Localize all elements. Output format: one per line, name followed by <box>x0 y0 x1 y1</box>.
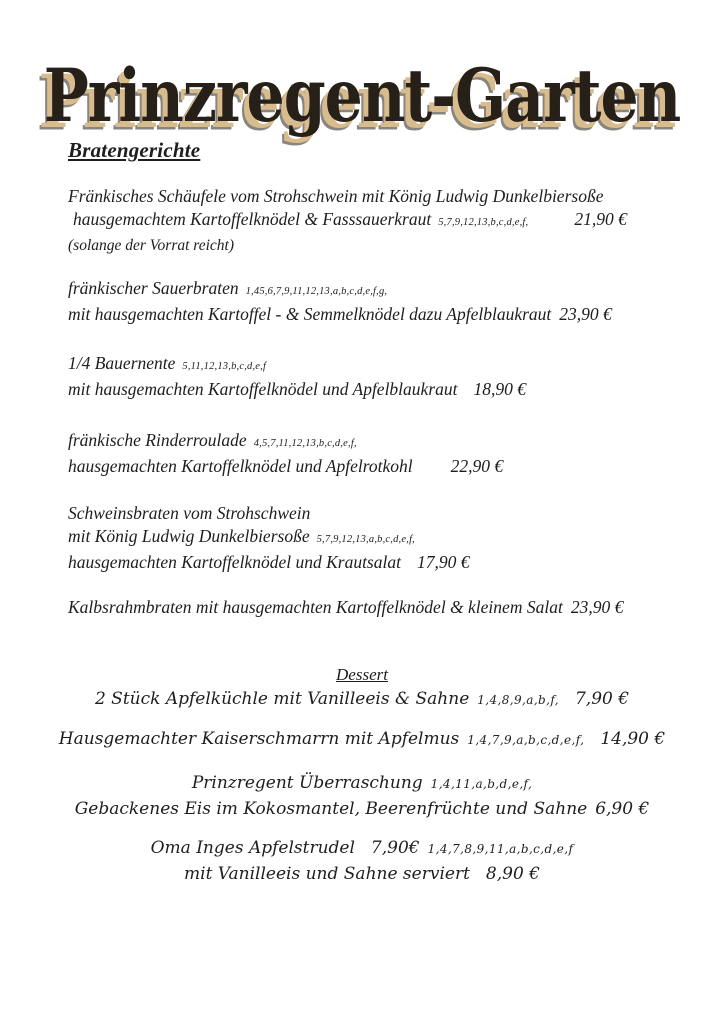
item-price: 18,90 € <box>473 379 526 399</box>
item-desc: hausgemachten Kartoffelknödel und Apfelrotkohl <box>68 456 413 476</box>
item-name: 1/4 Bauernente <box>68 353 176 373</box>
item-detail-line <box>68 378 684 401</box>
item-price: 7,90 € <box>574 689 630 709</box>
section-heading-dessert: Dessert <box>336 665 388 684</box>
item-name: Hausgemachter Kaiserschmarrn mit Apfelmus <box>58 729 460 749</box>
item-detail-line <box>68 208 684 234</box>
menu-item-bauernente <box>68 352 684 401</box>
item-desc: hausgemachten Kartoffelknödel und Krautsalat <box>68 552 401 572</box>
item-price: 21,90 € <box>574 209 627 229</box>
menu-item-schweinsbraten <box>68 502 684 574</box>
allergen-codes: 5,11,12,13,b,c,d,e,f <box>182 361 267 372</box>
menu-item-kalbsrahmbraten <box>68 596 684 619</box>
item-detail-line <box>68 551 684 574</box>
allergen-codes: 1,4,8,9,a,b,f, <box>477 693 559 707</box>
item-name: fränkische Rinderroulade <box>68 430 247 450</box>
section-bratengerichte <box>68 138 684 619</box>
allergen-codes: 1,4,7,9,a,b,c,d,e,f, <box>467 733 585 747</box>
item-desc: mit hausgemachten Kartoffelknödel und Apfelblaukraut <box>68 379 458 399</box>
dessert-item-apfelkuechle <box>0 687 724 713</box>
item-desc: Gebackenes Eis im Kokosmantel, Beerenfrüchte und Sahne <box>74 799 588 819</box>
item-name: Schweinsbraten vom Strohschwein <box>68 503 311 523</box>
item-note: (solange der Vorrat reicht) <box>68 237 235 254</box>
item-price: 23,90 € <box>570 597 624 617</box>
item-detail-line <box>0 797 724 822</box>
allergen-codes: 1,4,7,8,9,11,a,b,c,d,e,f <box>427 842 574 856</box>
item-name: Kalbsrahmbraten mit hausgemachten Kartoffelknödel & kleinem Salat <box>68 597 563 617</box>
restaurant-logo: Prinzregent-Garten <box>43 53 681 140</box>
dessert-item-kaiserschmarrn <box>0 727 724 753</box>
allergen-codes: 4,5,7,11,12,13,b,c,d,e,f, <box>253 438 357 449</box>
item-name-continued: mit König Ludwig Dunkelbiersoße <box>68 526 310 546</box>
item-name-line <box>68 429 684 455</box>
item-name: fränkischer Sauerbraten <box>68 278 239 298</box>
dessert-item-apfelstrudel <box>0 836 724 887</box>
item-name-line <box>68 502 684 525</box>
item-name-line <box>68 596 684 619</box>
item-name-line <box>0 771 724 797</box>
item-name-line <box>68 277 684 303</box>
dessert-item-ueberraschung <box>0 771 724 822</box>
item-price: 8,90 € <box>485 864 540 884</box>
item-detail-line <box>68 303 684 326</box>
allergen-codes: 5,7,9,12,13,a,b,c,d,e,f, <box>316 534 416 545</box>
item-price: 23,90 € <box>559 304 612 324</box>
item-name-line <box>0 836 724 862</box>
menu-item-rinderroulade <box>68 429 684 478</box>
item-price: 22,90 € <box>450 456 504 476</box>
item-price: 17,90 € <box>416 552 470 572</box>
item-price-small: 7,90€ <box>370 838 420 858</box>
section-dessert <box>0 665 724 887</box>
item-name: Fränkisches Schäufele vom Strohschwein mit König Ludwig Dunkelbiersoße <box>68 186 604 206</box>
item-price: 6,90 € <box>595 799 650 819</box>
item-detail-line <box>0 862 724 887</box>
item-name-line <box>68 352 684 378</box>
menu-item-sauerbraten <box>68 277 684 326</box>
item-price: 14,90 € <box>600 729 666 749</box>
allergen-codes: 5,7,9,12,13,b,c,d,e,f, <box>438 217 529 228</box>
menu-item-schaeufele <box>68 185 684 257</box>
section-heading-bratengerichte: Bratengerichte <box>68 138 201 162</box>
item-name-line-2 <box>68 525 684 551</box>
item-name-line <box>68 185 684 208</box>
item-desc: mit Vanilleeis und Sahne serviert <box>184 864 470 884</box>
item-desc: hausgemachtem Kartoffelknödel & Fasssauerkraut <box>73 209 432 229</box>
item-detail-line <box>68 455 684 478</box>
allergen-codes: 1,4,11,a,b,d,e,f, <box>430 777 533 791</box>
item-name: Oma Inges Apfelstrudel <box>150 838 355 858</box>
item-name: Prinzregent Überraschung <box>191 773 423 793</box>
allergen-codes: 1,45,6,7,9,11,12,13,a,b,c,d,e,f,g, <box>245 286 388 297</box>
item-desc: mit hausgemachten Kartoffel - & Semmelknödel dazu Apfelblaukraut <box>68 304 552 324</box>
item-name: 2 Stück Apfelküchle mit Vanilleeis & Sahne <box>94 689 470 709</box>
